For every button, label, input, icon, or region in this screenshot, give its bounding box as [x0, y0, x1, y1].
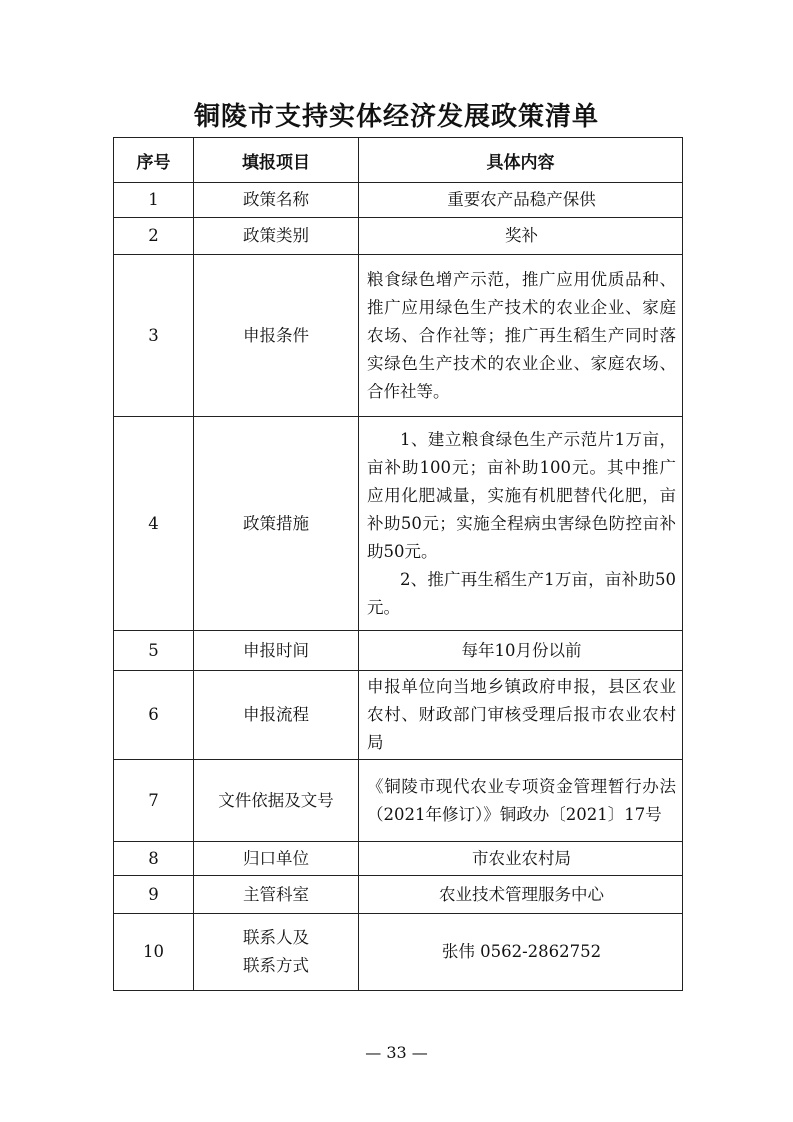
content-text: 市农业农村局: [472, 848, 571, 868]
table-row: [114, 876, 683, 914]
content-text: 奖补: [505, 226, 538, 245]
row-content: [359, 914, 683, 991]
table-row: [114, 417, 683, 631]
row-item: 归口单位: [194, 842, 359, 876]
header-content: 具体内容: [359, 138, 683, 183]
row-number: 10: [114, 914, 194, 991]
table-row: [114, 914, 683, 991]
content-text: 重要农产品稳产保供: [447, 190, 596, 209]
content-paragraph-1: 1、建立粮食绿色生产示范片1万亩，亩补助100元；亩补助100元。其中推广应用化肥减量，实施有机肥替代化肥，亩补助50元；实施全程病虫害绿色防控亩补助50元。: [367, 429, 676, 561]
row-item: 主管科室: [194, 876, 359, 914]
row-item: 申报条件: [194, 255, 359, 417]
header-item: 填报项目: [194, 138, 359, 183]
page-title: 铜陵市支持实体经济发展政策清单: [193, 102, 599, 132]
row-item: 政策措施: [194, 417, 359, 631]
row-content: [359, 760, 683, 842]
row-number: 7: [114, 760, 194, 842]
content-text: 张伟 0562-2862752: [441, 942, 602, 961]
row-content: [359, 671, 683, 760]
row-item: 联系人及联系方式: [194, 914, 359, 991]
content-text: 农业技术管理服务中心: [439, 884, 604, 904]
table-row: [114, 671, 683, 760]
row-item: 文件依据及文号: [194, 760, 359, 842]
content-text: 粮食绿色增产示范，推广应用优质品种、推广应用绿色生产技术的农业企业、家庭农场、合作社等；推广再生稻生产同时落实绿色生产技术的农业企业、家庭农场、合作社等。: [367, 269, 676, 401]
row-content: [359, 417, 683, 631]
page-number: — 33 —: [365, 1043, 428, 1062]
row-item: 申报流程: [194, 671, 359, 760]
table-row: [114, 218, 683, 255]
content-text: 每年10月份以前: [461, 640, 582, 660]
row-number: 4: [114, 417, 194, 631]
table-row: [114, 760, 683, 842]
policy-table: [113, 137, 683, 991]
row-content: [359, 183, 683, 218]
row-number: 5: [114, 631, 194, 671]
row-number: 3: [114, 255, 194, 417]
row-content: [359, 876, 683, 914]
row-number: 6: [114, 671, 194, 760]
row-content: [359, 218, 683, 255]
row-item: 政策名称: [194, 183, 359, 218]
table-row: [114, 183, 683, 218]
row-item: 申报时间: [194, 631, 359, 671]
content-text: 申报单位向当地乡镇政府申报，县区农业农村、财政部门审核受理后报市农业农村局: [367, 677, 676, 752]
row-number: 2: [114, 218, 194, 255]
content-text: 《铜陵市现代农业专项资金管理暂行办法（2021年修订）》铜政办〔2021〕17号: [367, 776, 676, 824]
row-content: [359, 842, 683, 876]
header-serial: 序号: [114, 138, 194, 183]
row-content: [359, 631, 683, 671]
row-number: 1: [114, 183, 194, 218]
content-paragraph-2: 2、推广再生稻生产1万亩，亩补助50元。: [367, 569, 676, 617]
table-row: [114, 255, 683, 417]
row-content: [359, 255, 683, 417]
row-number: 8: [114, 842, 194, 876]
table-row: [114, 631, 683, 671]
table-row: [114, 842, 683, 876]
row-item: 政策类别: [194, 218, 359, 255]
table-header-row: [114, 138, 683, 183]
row-number: 9: [114, 876, 194, 914]
